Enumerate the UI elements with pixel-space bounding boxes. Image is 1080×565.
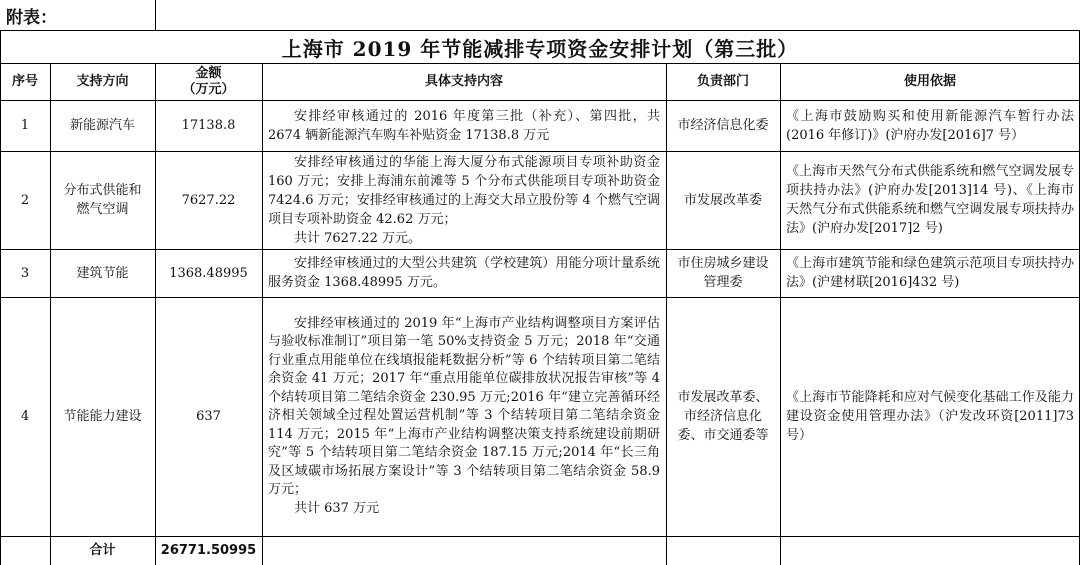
row1-content bbox=[262, 100, 666, 151]
header-department: 负责部门 bbox=[696, 74, 749, 89]
row4-amount: 637 bbox=[196, 409, 221, 424]
row1-direction: 新能源汽车 bbox=[69, 118, 135, 133]
header-amount bbox=[155, 63, 262, 100]
row4-content-text: 安排经审核通过的 2019 年“上海市产业结构调整项目方案评估与验收标准制订”项目第一笔 50%支持资金 5 万元；2018 年“交通行业重点用能单位在线填报能耗数据分析”等 6 个结转项目第二笔结余资金 41 万元；2017 年“重点用能单位碳排放状况报告审核”等 4 个结转项目第二笔结余资金 230.95 万元;2016 年“建立完善循环经济相关领域全过程处置运营机制”等 3 个结转项目第二笔结余资金 114 万元；2015 年“上海市产业结构调整决策支持系统建设前期研究”等 5 个结转项目第二笔结余资金 187.15 万元;2014 年“长三角及区域碳市场拓展方案设计”等 3 个结转项目第二笔结余资金 58.9 万元； bbox=[268, 315, 660, 498]
row3-amount: 1368.48995 bbox=[169, 265, 248, 281]
row4-basis-text: 《上海市节能降耗和应对气候变化基础工作及能力建设资金使用管理办法》（沪发改环资[2011]73 号） bbox=[786, 390, 1074, 443]
row2-content-total: 共计 7627.22 万元。 bbox=[294, 230, 422, 246]
header-seq: 序号 bbox=[11, 74, 38, 89]
row3-department: 市住房城乡建设管理委 bbox=[677, 256, 769, 290]
total-amount: 26771.50995 bbox=[160, 543, 257, 558]
header-direction: 支持方向 bbox=[76, 74, 129, 89]
row4-department: 市发展改革委、市经济信息化委、市交通委等 bbox=[677, 390, 769, 443]
row2-direction: 分布式供能和燃气空调 bbox=[63, 183, 142, 217]
row3-basis bbox=[780, 249, 1080, 297]
row3-content-text: 安排经审核通过的大型公共建筑（学校建筑）用能分项计量系统服务资金 1368.48995 万元。 bbox=[268, 256, 660, 290]
row1-amount: 17138.8 bbox=[181, 118, 236, 133]
header-amount-line2: （万元） bbox=[182, 81, 235, 97]
row4-seq: 4 bbox=[20, 409, 30, 424]
total-label: 合计 bbox=[89, 543, 116, 558]
row1-basis bbox=[780, 100, 1080, 151]
row4-content bbox=[262, 297, 666, 536]
row2-content bbox=[262, 151, 666, 249]
page-title: 上海市 2019 年节能减排专项资金安排计划（第三批） bbox=[281, 36, 799, 61]
row4-content-total: 共计 637 万元 bbox=[294, 500, 380, 516]
row3-direction: 建筑节能 bbox=[76, 265, 129, 281]
row4-basis bbox=[780, 297, 1080, 536]
row1-content-text: 安排经审核通过的 2016 年度第三批（补充）、第四批，共 2674 辆新能源汽车购车补贴资金 17138.8 万元 bbox=[268, 108, 660, 143]
row2-department: 市发展改革委 bbox=[683, 192, 762, 208]
header-amount-line1: 金额 bbox=[195, 65, 222, 81]
row2-basis-text: 《上海市天然气分布式供能系统和燃气空调发展专项扶持办法》(沪府办发[2013]14 号)、《上海市天然气分布式供能系统和燃气空调发展专项扶持办法》(沪府办发[2017]2 号) bbox=[786, 164, 1074, 236]
row2-seq: 2 bbox=[20, 192, 30, 208]
row2-content-text: 安排经审核通过的华能上海大厦分布式能源项目专项补助资金 160 万元；安排上海浦东前滩等 5 个分布式供能项目专项补助资金 7424.6 万元；安排经审核通过的上海交大昂立股份等 4 个燃气空调项目专项补助资金 42.62 万元； bbox=[268, 154, 660, 227]
row1-basis-text: 《上海市鼓励购买和使用新能源汽车暂行办法(2016 年修订)》(沪府办发[2016]7 号） bbox=[786, 108, 1074, 143]
row2-basis bbox=[780, 151, 1080, 249]
row3-content bbox=[262, 249, 666, 297]
row2-amount: 7627.22 bbox=[181, 192, 236, 208]
header-content: 具体支持内容 bbox=[424, 74, 503, 89]
row3-basis-text: 《上海市建筑节能和绿色建筑示范项目专项扶持办法》(沪建材联[2016]432 号) bbox=[786, 256, 1074, 290]
row1-department: 市经济信息化委 bbox=[677, 118, 769, 133]
row1-seq: 1 bbox=[20, 118, 30, 133]
header-basis: 使用依据 bbox=[903, 74, 956, 89]
row3-seq: 3 bbox=[20, 265, 30, 281]
row4-direction: 节能能力建设 bbox=[63, 409, 142, 424]
appendix-label: 附表： bbox=[6, 8, 57, 28]
